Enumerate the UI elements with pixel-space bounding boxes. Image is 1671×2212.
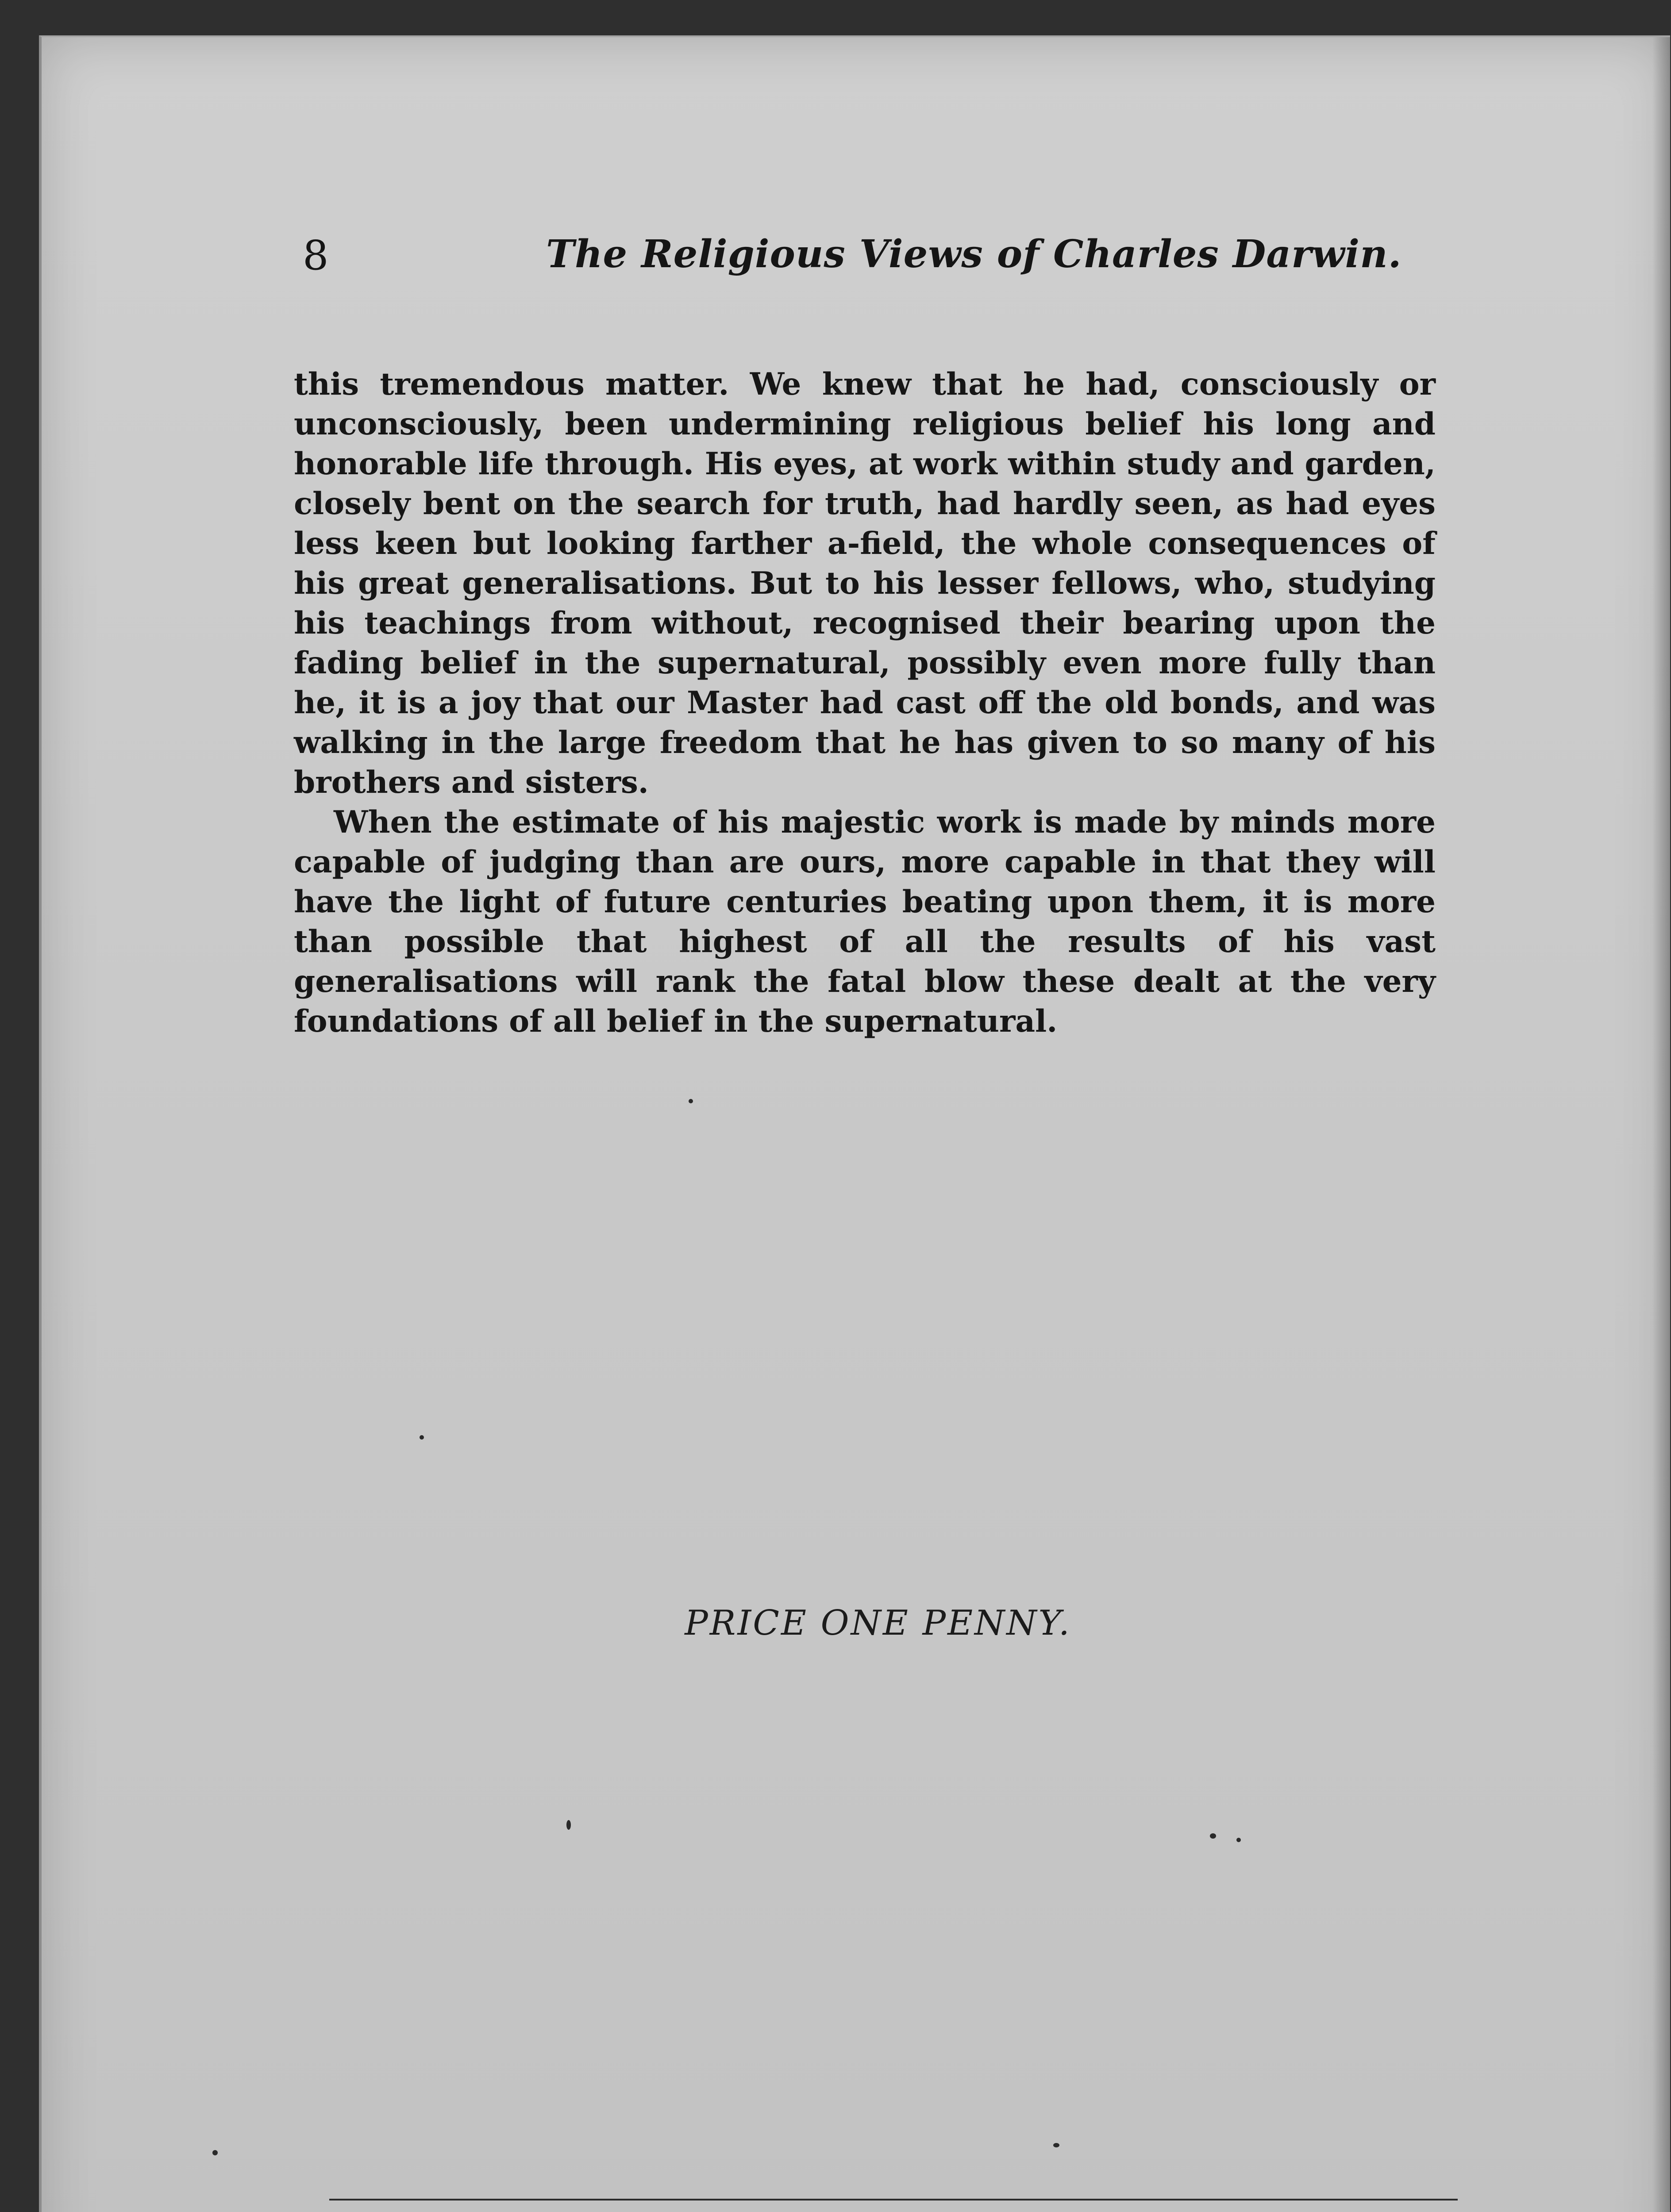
price-notice: PRICE ONE PENNY. — [685, 1603, 1071, 1643]
scan-speck — [1210, 1833, 1216, 1839]
running-head — [294, 232, 1462, 303]
scan-speck — [1236, 1838, 1241, 1842]
body-text — [294, 365, 1436, 1041]
page-number: 8 — [303, 232, 329, 279]
running-title: The Religious Views of Charles Darwin. — [546, 232, 1402, 276]
paragraph-2: When the estimate of his majestic work is made by minds more capable of judging than are ours, more capable in that they will have the light of future centuries beating upon them, it is more than possible that highest of all the results of his vast generalisations will rank the fatal blow these dealt at the very foundations of all belief in the supernatural. — [294, 804, 1436, 1039]
imprint-rule — [329, 2199, 1458, 2200]
paragraph-1: this tremendous matter. We knew that he had, consciously or unconsciously, been undermining religious belief his long and honorable life through. His eyes, at work within study and garden, closely bent on the search for truth, had hardly seen, as had eyes less keen but looking farther a-field, the whole consequences of his great generalisations. But to his lesser fellows, who, studying his teachings from without, recognised their bearing upon the fading belief in the supernatural, possibly even more fully than he, it is a joy that our Master had cast off the old bonds, and was walking in the large freedom that he has given to so many of his brothers and sisters. — [294, 366, 1436, 800]
document-page — [39, 35, 1670, 2212]
scan-speck — [420, 1435, 424, 1440]
scan-speck — [689, 1099, 693, 1103]
scan-speck — [1053, 2143, 1059, 2147]
scan-speck — [566, 1820, 571, 1830]
page-edge-shadow — [1652, 37, 1670, 2212]
scan-speck — [212, 2150, 218, 2155]
imprint — [312, 2209, 1471, 2212]
